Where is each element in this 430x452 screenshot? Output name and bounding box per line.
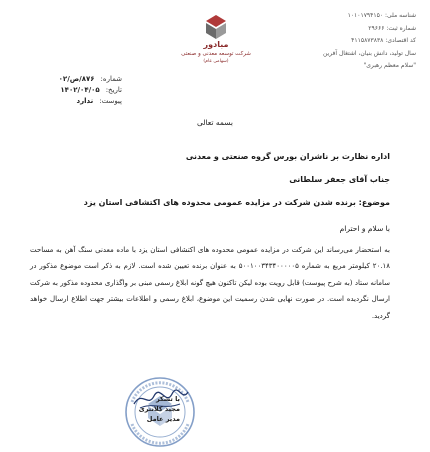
company-subtitle: شرکت توسعه معدنی و صنعتی	[181, 51, 251, 57]
basmala: بسمه تعالی	[196, 118, 234, 127]
letter-attachment-row	[42, 96, 122, 107]
attachment-value: ندارد	[76, 97, 94, 105]
greeting: با سلام و احترام	[339, 224, 390, 233]
recipient-name: جناب آقای جعفر سلطانی	[289, 175, 390, 184]
signatory-name: مجید کلانتری	[138, 405, 180, 413]
registration-number: شماره ثبت: ۲۹۶۶۶	[368, 24, 416, 32]
company-registration-info	[276, 10, 416, 73]
economic-code: کد اقتصادی: ۴۱۱۵۸۷۳۸۳۸	[351, 37, 416, 44]
company-logo	[176, 14, 256, 65]
year-slogan: سال تولید، دانش بنیان، اشتغال آفرین	[322, 49, 416, 57]
number-label: شماره:	[100, 75, 122, 83]
company-type: (سهامی عام)	[203, 59, 229, 64]
number-value: ۸۷۶/ص/۰۲	[58, 75, 95, 83]
salute-line: "سلام معظم رهبری"	[363, 62, 416, 69]
recipient-organization: اداره نظارت بر ناشران بورس گروه صنعتی و معدنی	[185, 152, 390, 161]
date-value: ۱۴۰۲/۰۴/۰۵	[60, 86, 100, 94]
letter-number-row	[42, 74, 122, 85]
letter-subject: موضوع: برنده شدن شرکت در مزایده عمومی محدوده های اکتشافی استان یزد	[83, 198, 390, 207]
signature-thanks: با تشکر	[155, 395, 180, 403]
date-label: تاریخ:	[105, 86, 122, 94]
letter-body: به استحضار می‌رساند این شرکت در مزایده عمومی محدوده های اکتشافی استان یزد با ماده معدنی سنگ آهن به مساحت ۲۰.۱۸ کیلومتر مربع به شماره ۵۰۰۱۰۰۳۴۳۴۰۰۰۰۰۵ به عنوان برنده تعیین شده است. لازم به ذکر است موضوع مذکور در سامانه ستاد (به شرح پیوست) قابل رویت بوده لیکن تاکنون هیچ گونه ابلاغ رسمی مبنی بر واگذاری محدوده مذکور به شرکت ارسال نگردیده است. در صورت نهایی شدن رسمیت این موضوع، ابلاغ رسمی و اطلاعات بیشتر جهت اطلاع ارسال خواهد گردید.	[30, 246, 390, 320]
national-id: شناسه ملی: ۱۰۱۰۱۷۹۴۱۵۰	[347, 12, 416, 19]
attachment-label: پیوست:	[99, 97, 122, 105]
logo-mark-icon	[205, 14, 227, 40]
letter-date-row	[42, 85, 122, 96]
company-name: مبادور	[203, 40, 229, 49]
signatory-title: مدیر عامل	[146, 415, 180, 423]
letter-meta	[42, 74, 122, 107]
signature-block	[100, 394, 180, 424]
